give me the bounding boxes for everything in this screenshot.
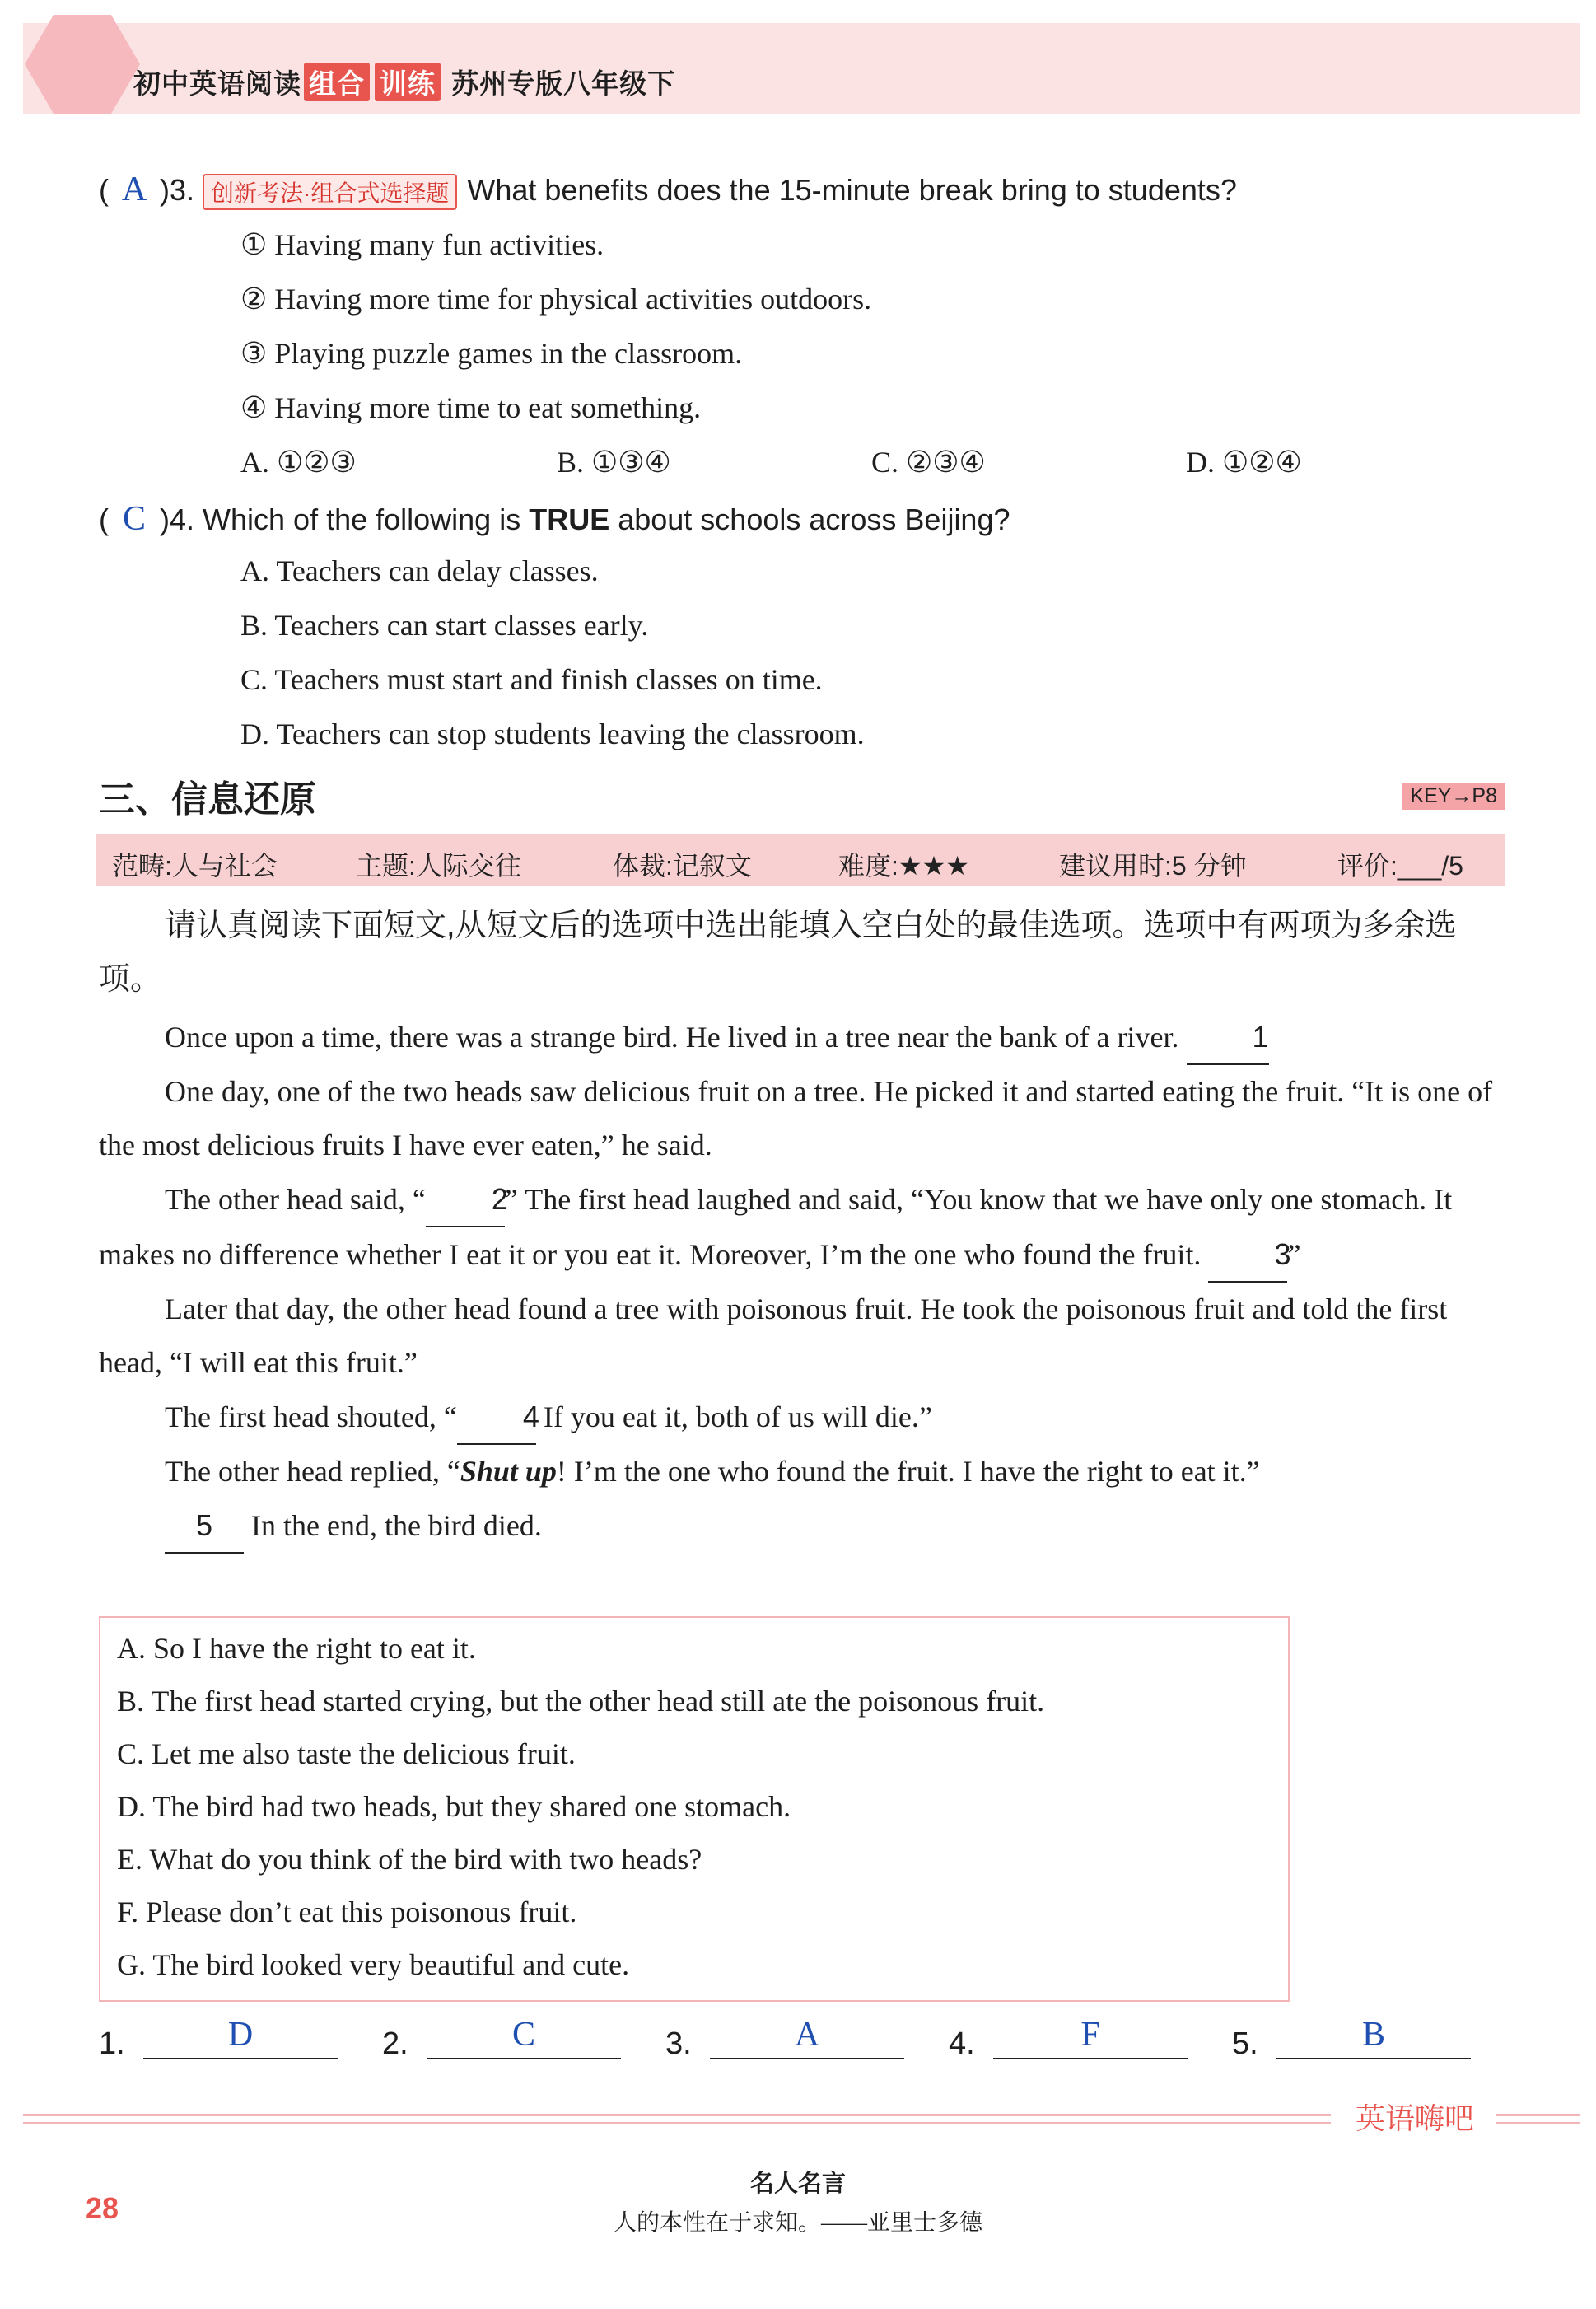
answer-1: D: [143, 2015, 338, 2059]
answer-4: F: [993, 2015, 1188, 2059]
footer-divider: [23, 2114, 1331, 2116]
meta-score: 评价:___/5: [1337, 851, 1463, 881]
q4-choice-a: A. Teachers can delay classes.: [240, 554, 599, 587]
passage: [99, 1010, 1509, 1554]
paragraph-1: Once upon a time, there was a strange bird. He lived in a tree near the bank of a river. 1: [99, 1010, 1509, 1065]
q3-choice-a: A. ①②③: [240, 446, 357, 479]
answer-3: A: [710, 2015, 904, 2059]
footer-divider-thin: [23, 2122, 1331, 2124]
answer-number-1: 1.: [99, 2026, 125, 2061]
option-g: G. The bird looked very beautiful and cute.: [117, 1948, 630, 1981]
q3-question: What benefits does the 15-minute break bring to students?: [467, 173, 1237, 207]
q3-choice-d: D. ①②④: [1186, 446, 1302, 479]
answer-number-3: 3.: [665, 2026, 692, 2061]
tag-training: 训练: [375, 63, 441, 101]
footer-divider-right-thin: [1496, 2122, 1580, 2124]
blank-2: 2: [426, 1172, 505, 1227]
meta-genre: 体裁:记叙文: [613, 851, 752, 881]
paragraph-5: The first head shouted, “ 4 If you eat it, both of us will die.”: [99, 1390, 1509, 1445]
paragraph-6: The other head replied, “Shut up! I’m the one who found the fruit. I have the right to eat it.”: [165, 1455, 1260, 1488]
footer-divider-right: [1496, 2114, 1580, 2116]
blank-4: 4: [457, 1390, 536, 1445]
q4-choice-b: B. Teachers can start classes early.: [240, 609, 649, 642]
meta-bar: [96, 834, 1505, 886]
brand-label: 英语嗨吧: [1356, 2101, 1475, 2135]
answer-number-2: 2.: [382, 2026, 408, 2061]
q3-choice-c: C. ②③④: [871, 446, 986, 479]
meta-category: 范畴:人与社会: [112, 851, 278, 881]
meta-theme: 主题:人际交往: [356, 851, 521, 881]
blank-1: 1: [1187, 1010, 1269, 1065]
q3-statement-3: ③ Playing puzzle games in the classroom.: [240, 337, 743, 370]
quote-text: 人的本性在于求知。——亚里士多德: [613, 2210, 982, 2236]
option-e: E. What do you think of the bird with two heads?: [117, 1843, 702, 1876]
page-number: 28: [86, 2191, 119, 2225]
answer-number-5: 5.: [1232, 2026, 1258, 2061]
option-b: B. The first head started crying, but the other head still ate the poisonous fruit.: [117, 1685, 1045, 1718]
quote-title: 名人名言: [749, 2171, 846, 2197]
book-title: 初中英语阅读 组合 训练 苏州专版八年级下: [133, 63, 675, 101]
answer-number-4: 4.: [949, 2026, 975, 2061]
meta-time: 建议用时:5 分钟: [1059, 851, 1247, 881]
q3-answer: A: [121, 171, 147, 208]
question-4: ( C )4. Which of the following is TRUE about schools across Beijing?: [99, 500, 1010, 538]
blank-5: 5: [165, 1498, 244, 1554]
new-question-type-tag: 创新考法·组合式选择题: [203, 174, 457, 210]
blank-3: 3: [1208, 1227, 1287, 1283]
meta-difficulty: 难度:★★★: [838, 851, 969, 881]
option-f: F. Please don’t eat this poisonous fruit.: [117, 1895, 577, 1928]
option-c: C. Let me also taste the delicious fruit.: [117, 1737, 576, 1770]
q4-choice-d: D. Teachers can stop students leaving the classroom.: [240, 717, 865, 750]
paragraph-2: One day, one of the two heads saw delicious fruit on a tree. He picked it and started eating the fruit. “It is one of the most delicious fruits I have ever eaten,” he said.: [99, 1075, 1493, 1162]
q3-choice-b: B. ①③④: [557, 446, 671, 479]
tag-combo: 组合: [304, 63, 370, 101]
q4-choice-c: C. Teachers must start and finish classes on time.: [240, 663, 823, 696]
section-title: 三、信息还原: [99, 778, 316, 820]
option-d: D. The bird had two heads, but they shared one stomach.: [117, 1790, 791, 1823]
paragraph-4: Later that day, the other head found a tree with poisonous fruit. He took the poisonous fruit and told the first head, “I will eat this fruit.”: [99, 1292, 1448, 1379]
answer-5: B: [1276, 2015, 1471, 2059]
paragraph-3: The other head said, “ 2” The first head laughed and said, “You know that we have only one stomach. It makes no difference whether I eat it or you eat it. Moreover, I’m the one who found the fruit. 3”: [99, 1172, 1509, 1283]
instruction: 请认真阅读下面短文,从短文后的选项中选出能填入空白处的最佳选项。选项中有两项为多余选项。: [99, 909, 1457, 997]
q3-statement-4: ④ Having more time to eat something.: [240, 391, 702, 424]
paragraph-7: 5 In the end, the bird died.: [99, 1498, 1509, 1554]
question-3: ( A )3. 创新考法·组合式选择题 What benefits does the 15-minute break bring to students?: [99, 170, 1237, 210]
q3-statement-1: ① Having many fun activities.: [240, 228, 604, 261]
option-a: A. So I have the right to eat it.: [117, 1632, 476, 1665]
q3-statement-2: ② Having more time for physical activities outdoors.: [240, 283, 872, 316]
key-reference: KEY→P8: [1402, 783, 1505, 810]
q4-answer: C: [122, 500, 146, 538]
answer-2: C: [427, 2015, 621, 2059]
